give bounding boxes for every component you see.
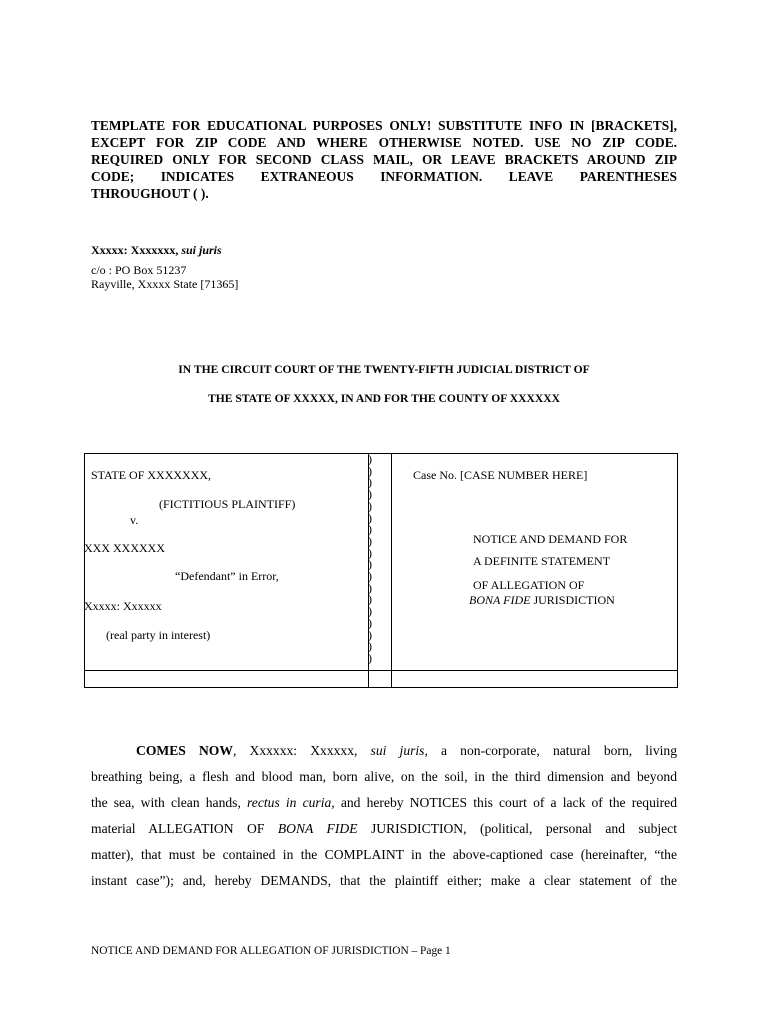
- notice-line: REQUIRED ONLY FOR SECOND CLASS MAIL, OR LEAVE BRACKETS AROUND ZIP: [91, 152, 677, 167]
- notice-line: EXCEPT FOR ZIP CODE AND WHERE OTHERWISE NOTED. USE NO ZIP CODE.: [91, 135, 677, 150]
- court-heading-line1: IN THE CIRCUIT COURT OF THE TWENTY-FIFTH JUDICIAL DISTRICT OF: [178, 363, 590, 376]
- sender-address-line2: Rayville, Xxxxx State [71365]: [91, 277, 239, 291]
- caption-divider-right: [391, 454, 392, 687]
- paren: ): [368, 463, 372, 478]
- body-text: JURISDICTION, (political, personal and subject: [357, 821, 677, 836]
- caption-real-party-role: (real party in interest): [106, 628, 211, 642]
- caption-versus: v.: [130, 513, 139, 527]
- body-text: a non-corporate, natural born, living: [427, 743, 677, 758]
- body-text: , Xxxxxx: Xxxxxx,: [232, 743, 371, 758]
- notice-line: THROUGHOUT ( ).: [91, 186, 209, 201]
- body-paragraph: [91, 738, 677, 894]
- case-caption-table: [84, 453, 678, 688]
- paren: ): [368, 498, 372, 513]
- sender-name-suffix: sui juris: [181, 243, 222, 257]
- notice-line: CODE; INDICATES EXTRANEOUS INFORMATION. LEAVE PARENTHESES: [91, 169, 677, 184]
- body-text: material ALLEGATION OF: [91, 821, 278, 836]
- sender-name: [91, 243, 222, 258]
- body-italic: rectus in curia,: [247, 795, 335, 810]
- notice-line: TEMPLATE FOR EDUCATIONAL PURPOSES ONLY! SUBSTITUTE INFO IN [BRACKETS],: [91, 118, 677, 133]
- body-line-3: [91, 790, 677, 816]
- caption-title-line2: A DEFINITE STATEMENT: [473, 554, 611, 568]
- paren: ): [368, 580, 372, 595]
- caption-plaintiff-role: (FICTITIOUS PLAINTIFF): [159, 497, 296, 511]
- caption-defendant: XXX XXXXXX: [84, 541, 165, 555]
- court-heading-line2: THE STATE OF XXXXX, IN AND FOR THE COUNTY OF XXXXXX: [207, 392, 561, 405]
- body-line-2: breathing being, a flesh and blood man, born alive, on the soil, in the third dimension and beyond: [91, 769, 677, 784]
- body-italic: sui juris,: [370, 743, 428, 758]
- paren: ): [368, 592, 372, 607]
- caption-real-party: Xxxxx: Xxxxxx: [84, 599, 162, 613]
- comes-now: COMES NOW: [136, 743, 233, 758]
- sender-name-text: Xxxxx: Xxxxxxx,: [91, 243, 179, 257]
- template-notice: [91, 117, 677, 202]
- body-line-6: instant case”); and, hereby DEMANDS, that the plaintiff either; make a clear statement of the: [91, 873, 677, 888]
- paren: ): [368, 452, 372, 466]
- paren: ): [368, 650, 372, 665]
- body-italic: BONA FIDE: [277, 821, 358, 836]
- paren: ): [368, 604, 372, 619]
- paren: ): [368, 522, 372, 537]
- body-text: the sea, with clean hands,: [91, 795, 248, 810]
- paren: ): [368, 510, 372, 525]
- body-line-1: [91, 738, 677, 764]
- paren: ): [368, 475, 372, 490]
- caption-title-line1: NOTICE AND DEMAND FOR: [473, 532, 628, 546]
- caption-title-line3: OF ALLEGATION OF: [473, 578, 585, 592]
- caption-title-line4-rest: JURISDICTION: [530, 593, 615, 607]
- paren: ): [368, 639, 372, 654]
- caption-title-line4-italic: BONA FIDE: [469, 593, 531, 607]
- paren: ): [368, 615, 372, 630]
- caption-defendant-role: “Defendant” in Error,: [175, 569, 279, 583]
- body-line-4: [91, 816, 677, 842]
- body-line-5: matter), that must be contained in the COMPLAINT in the above-captioned case (hereinafter, “the: [91, 847, 677, 862]
- paren: ): [368, 627, 372, 642]
- paren: ): [368, 487, 372, 502]
- paren: ): [368, 557, 372, 572]
- caption-case-number: Case No. [CASE NUMBER HERE]: [413, 468, 588, 482]
- caption-plaintiff: STATE OF XXXXXXX,: [91, 468, 212, 482]
- caption-bottom-row-line: [85, 670, 677, 671]
- caption-title-line4: [469, 593, 615, 608]
- paren: ): [368, 545, 372, 560]
- body-text: and hereby NOTICES this court of a lack of the required: [334, 795, 678, 810]
- paren: ): [368, 533, 372, 548]
- page-footer: NOTICE AND DEMAND FOR ALLEGATION OF JURISDICTION – Page 1: [91, 945, 451, 957]
- sender-address-line1: c/o : PO Box 51237: [91, 263, 187, 277]
- paren: ): [368, 569, 372, 584]
- caption-parentheses: [368, 454, 388, 665]
